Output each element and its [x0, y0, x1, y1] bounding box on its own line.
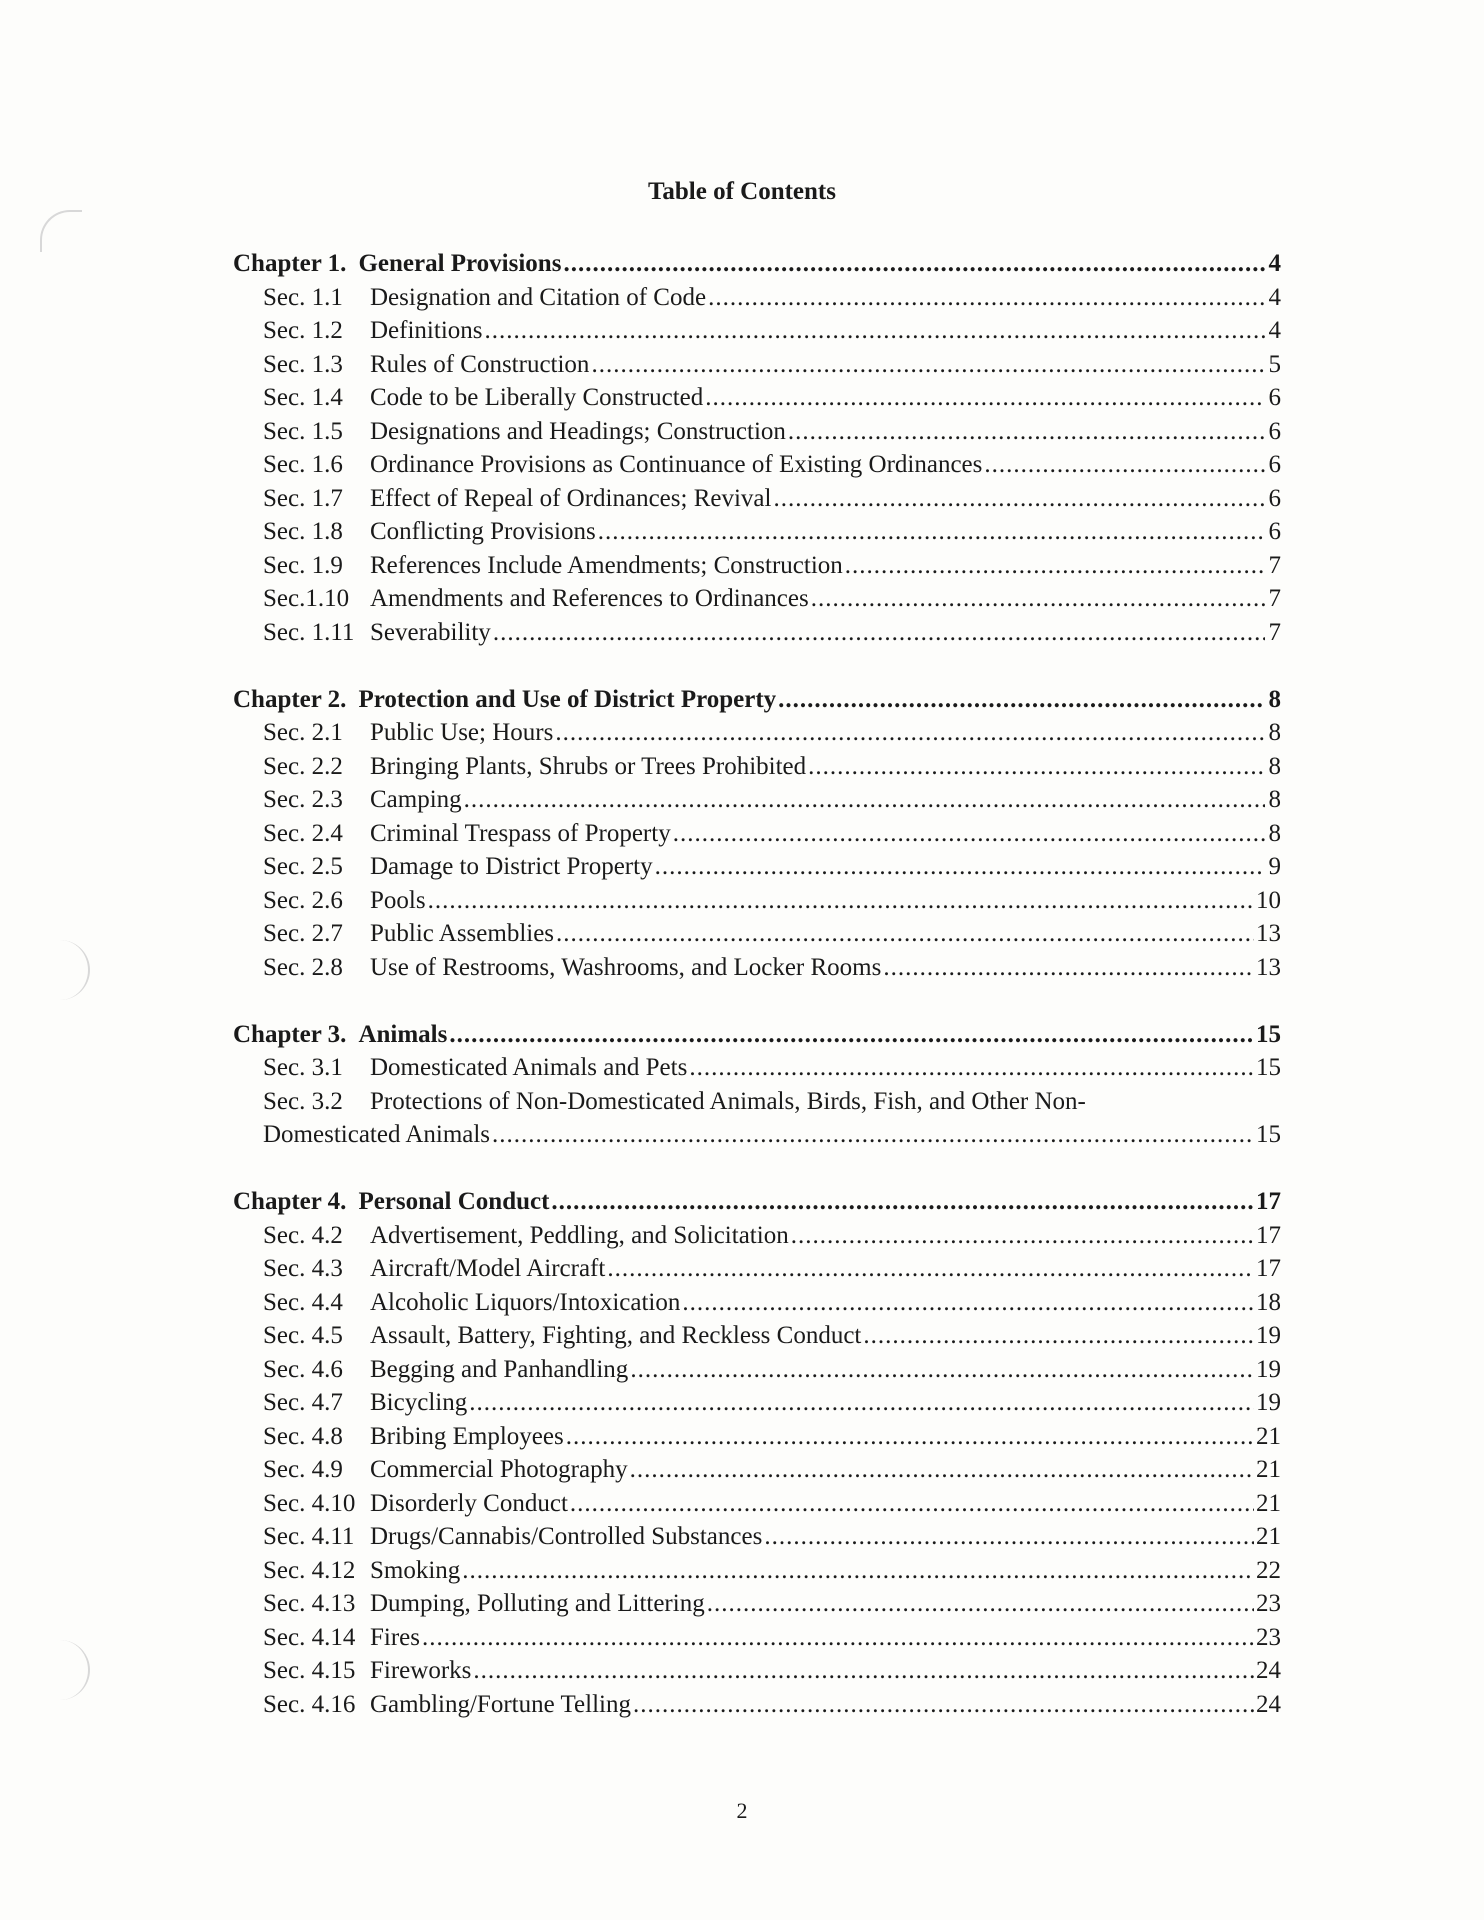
- toc-section-entry[interactable]: [233, 1487, 1281, 1521]
- toc-dot-leader: [570, 1487, 1254, 1521]
- toc-entry-number: Sec. 3.2: [263, 1087, 343, 1115]
- toc-entry-page: 19: [1256, 1355, 1281, 1383]
- toc-entry-number: Sec. 1.3: [263, 350, 343, 378]
- toc-entry-page: 7: [1268, 551, 1281, 579]
- toc-entry-number: Sec. 2.5: [263, 853, 343, 880]
- toc-entry-page: 21: [1256, 1456, 1281, 1483]
- toc-section-entry[interactable]: [233, 1420, 1281, 1454]
- toc-section-entry[interactable]: [233, 1319, 1281, 1353]
- toc-section-entry[interactable]: [233, 1219, 1281, 1253]
- toc-entry-number: Sec. 1.8: [263, 518, 343, 545]
- toc-section-entry[interactable]: [233, 1286, 1281, 1320]
- toc-entry-title: Assault, Battery, Fighting, and Reckless Conduct: [370, 1322, 862, 1349]
- toc-entry-title: Public Use; Hours: [370, 719, 554, 746]
- toc-entry-page: 5: [1268, 350, 1281, 378]
- toc-spacer: [233, 1152, 1281, 1186]
- toc-dot-leader: [449, 1018, 1254, 1052]
- toc-section-entry[interactable]: [233, 917, 1281, 951]
- toc-section-entry[interactable]: [233, 1118, 1281, 1152]
- toc-entry-title: Bringing Plants, Shrubs or Trees Prohibited: [370, 752, 807, 780]
- toc-entry-title: Rules of Construction: [370, 350, 590, 378]
- toc-entry-title: Designations and Headings; Construction: [370, 417, 786, 445]
- toc-entry-title: Bribing Employees: [370, 1422, 564, 1450]
- toc-entry-title: Smoking: [370, 1556, 461, 1584]
- toc-entry-page: 6: [1268, 518, 1281, 545]
- toc-entry-page: 9: [1268, 853, 1281, 880]
- toc-dot-leader: [707, 1587, 1254, 1621]
- binder-hole-mark: [48, 940, 90, 1000]
- toc-entry-title: Amendments and References to Ordinances: [370, 585, 809, 612]
- toc-section-entry[interactable]: [233, 1051, 1281, 1085]
- toc-entry-page: 17: [1256, 1188, 1281, 1215]
- toc-entry-page: 7: [1268, 618, 1281, 646]
- toc-entry-title: Public Assemblies: [370, 920, 555, 947]
- toc-section-entry[interactable]: [233, 850, 1281, 884]
- toc-entry-number: Sec. 4.13: [263, 1590, 356, 1617]
- toc-section-entry[interactable]: [233, 1621, 1281, 1655]
- toc-entry-page: 24: [1256, 1657, 1281, 1684]
- toc-entry-number: Sec.1.10: [263, 585, 350, 612]
- toc-entry-number: Sec. 2.4: [263, 819, 343, 847]
- toc-entry-title: General Provisions: [358, 250, 562, 277]
- toc-entry-title: Camping: [370, 786, 462, 813]
- toc-dot-leader: [633, 1688, 1254, 1722]
- toc-entry-page: 8: [1268, 685, 1281, 713]
- toc-dot-leader: [984, 448, 1265, 482]
- toc-entry-number: Chapter 1.: [233, 250, 347, 277]
- toc-dot-leader: [462, 1554, 1254, 1588]
- toc-entry-title: Conflicting Provisions: [370, 518, 596, 545]
- toc-entry-page: 4: [1268, 250, 1281, 277]
- toc-entry-title: Ordinance Provisions as Continuance of Existing Ordinances: [370, 451, 983, 478]
- toc-entry-number: Sec. 1.6: [263, 451, 343, 478]
- toc-entry-title: Domesticated Animals: [263, 1121, 491, 1148]
- toc-entry-title: Criminal Trespass of Property: [370, 819, 671, 847]
- toc-entry-title: Effect of Repeal of Ordinances; Revival: [370, 484, 772, 512]
- toc-dot-leader: [808, 750, 1265, 784]
- toc-entry-title: Severability: [370, 618, 491, 646]
- toc-entry-number: Sec. 4.7: [263, 1389, 343, 1416]
- binder-hole-mark: [48, 1640, 90, 1700]
- toc-entry-page: 19: [1256, 1389, 1281, 1416]
- toc-entry-page: 21: [1256, 1489, 1281, 1517]
- toc-section-entry[interactable]: [233, 1654, 1281, 1688]
- toc-dot-leader: [551, 1185, 1254, 1219]
- toc-dot-leader: [566, 1420, 1254, 1454]
- toc-section-entry[interactable]: [233, 1554, 1281, 1588]
- toc-entry-page: 17: [1256, 1221, 1281, 1249]
- toc-dot-leader: [598, 515, 1265, 549]
- toc-dot-leader: [555, 716, 1265, 750]
- table-of-contents: [233, 247, 1281, 1721]
- toc-entry-number: Sec. 1.7: [263, 484, 343, 512]
- toc-entry-page: 23: [1256, 1623, 1281, 1651]
- toc-entry-title: Use of Restrooms, Washrooms, and Locker Rooms: [370, 953, 882, 981]
- toc-dot-leader: [883, 951, 1254, 985]
- toc-dot-leader: [705, 381, 1265, 415]
- toc-section-entry[interactable]: [233, 884, 1281, 918]
- toc-section-entry[interactable]: [233, 448, 1281, 482]
- toc-section-entry[interactable]: [233, 1252, 1281, 1286]
- toc-dot-leader: [791, 1219, 1254, 1253]
- toc-section-entry[interactable]: [233, 716, 1281, 750]
- toc-entry-title: Disorderly Conduct: [370, 1489, 568, 1517]
- page-title: Table of Contents: [648, 178, 836, 205]
- toc-entry-title: Designation and Citation of Code: [370, 283, 707, 311]
- toc-section-entry[interactable]: [233, 1386, 1281, 1420]
- toc-entry-number: Sec. 2.8: [263, 953, 343, 981]
- toc-dot-leader: [764, 1520, 1254, 1554]
- toc-dot-leader: [428, 884, 1254, 918]
- toc-section-entry[interactable]: [233, 951, 1281, 985]
- toc-dot-leader: [689, 1051, 1254, 1085]
- toc-entry-number: Sec. 2.1: [263, 719, 343, 746]
- toc-dot-leader: [469, 1386, 1254, 1420]
- toc-entry-page: 6: [1268, 417, 1281, 445]
- toc-entry-title: Animals: [358, 1020, 448, 1048]
- toc-section-entry[interactable]: [233, 582, 1281, 616]
- toc-dot-leader: [708, 281, 1265, 315]
- toc-entry-title: Dumping, Polluting and Littering: [370, 1590, 705, 1617]
- toc-entry-number: Chapter 2.: [233, 685, 347, 713]
- toc-entry-title: Fireworks: [370, 1657, 472, 1684]
- toc-entry-number: Sec. 2.2: [263, 752, 343, 780]
- toc-entry-title: Damage to District Property: [370, 853, 653, 880]
- toc-dot-leader: [556, 917, 1254, 951]
- toc-entry-title: Pools: [370, 886, 426, 914]
- toc-entry-page: 8: [1268, 786, 1281, 813]
- toc-section-entry[interactable]: [233, 1587, 1281, 1621]
- toc-entry-page: 23: [1256, 1590, 1281, 1617]
- toc-entry-number: Chapter 4.: [233, 1188, 347, 1215]
- toc-entry-number: Sec. 4.9: [263, 1456, 343, 1483]
- toc-section-entry[interactable]: [233, 1085, 1281, 1119]
- toc-entry-number: Sec. 4.8: [263, 1422, 343, 1450]
- toc-entry-number: Sec. 1.5: [263, 417, 343, 445]
- toc-entry-page: 22: [1256, 1556, 1281, 1584]
- toc-entry-number: Sec. 1.4: [263, 384, 343, 411]
- toc-dot-leader: [773, 482, 1265, 516]
- toc-dot-leader: [778, 683, 1265, 717]
- toc-entry-page: 4: [1268, 317, 1281, 344]
- toc-entry-title: Aircraft/Model Aircraft: [370, 1255, 606, 1282]
- binder-hole-mark: [40, 210, 82, 252]
- toc-entry-title: Fires: [370, 1623, 420, 1651]
- toc-dot-leader: [845, 549, 1265, 583]
- toc-entry-title: Gambling/Fortune Telling: [370, 1690, 631, 1718]
- toc-section-entry[interactable]: [233, 348, 1281, 382]
- toc-entry-title: Advertisement, Peddling, and Solicitation: [370, 1221, 789, 1249]
- toc-section-entry[interactable]: [233, 381, 1281, 415]
- toc-entry-number: Sec. 4.6: [263, 1355, 343, 1383]
- toc-entry-number: Sec. 2.7: [263, 920, 343, 947]
- toc-entry-number: Sec. 1.9: [263, 551, 343, 579]
- toc-spacer: [233, 649, 1281, 683]
- toc-section-entry[interactable]: [233, 616, 1281, 650]
- toc-dot-leader: [473, 1654, 1254, 1688]
- toc-entry-page: 4: [1268, 283, 1281, 311]
- toc-entry-title: Personal Conduct: [358, 1188, 550, 1215]
- toc-entry-page: 15: [1256, 1020, 1281, 1048]
- page-number: 2: [736, 1798, 748, 1823]
- toc-dot-leader: [630, 1353, 1254, 1387]
- toc-entry-number: Sec. 4.2: [263, 1221, 343, 1249]
- toc-dot-leader: [422, 1621, 1254, 1655]
- toc-entry-title: Bicycling: [370, 1389, 468, 1416]
- toc-entry-number: Sec. 1.1: [263, 283, 343, 311]
- toc-entry-page: 8: [1268, 752, 1281, 780]
- toc-entry-title: Protections of Non-Domesticated Animals, Birds, Fish, and Other Non-: [370, 1087, 1086, 1115]
- toc-entry-title: Domesticated Animals and Pets: [370, 1054, 688, 1081]
- toc-section-entry[interactable]: [233, 549, 1281, 583]
- toc-section-entry[interactable]: [233, 1688, 1281, 1722]
- toc-section-entry[interactable]: [233, 1520, 1281, 1554]
- toc-entry-title: Code to be Liberally Constructed: [370, 384, 704, 411]
- toc-section-entry[interactable]: [233, 515, 1281, 549]
- toc-dot-leader: [788, 415, 1265, 449]
- toc-chapter-entry[interactable]: [233, 247, 1281, 281]
- toc-entry-number: Sec. 1.2: [263, 317, 343, 344]
- toc-entry-number: Sec. 4.15: [263, 1657, 356, 1684]
- toc-entry-number: Chapter 3.: [233, 1020, 347, 1048]
- toc-chapter-entry[interactable]: [233, 1185, 1281, 1219]
- toc-dot-leader: [655, 850, 1265, 884]
- toc-dot-leader: [811, 582, 1265, 616]
- toc-entry-page: 15: [1256, 1054, 1281, 1081]
- toc-entry-number: Sec. 4.4: [263, 1288, 343, 1316]
- toc-entry-number: Sec. 4.10: [263, 1489, 356, 1517]
- toc-entry-page: 21: [1256, 1523, 1281, 1550]
- toc-section-entry[interactable]: [233, 482, 1281, 516]
- toc-entry-page: 6: [1268, 451, 1281, 478]
- toc-entry-page: 8: [1268, 819, 1281, 847]
- toc-entry-number: Sec. 4.12: [263, 1556, 356, 1584]
- toc-entry-number: Sec. 1.11: [263, 618, 355, 646]
- toc-chapter-entry[interactable]: [233, 1018, 1281, 1052]
- toc-entry-page: 6: [1268, 484, 1281, 512]
- toc-section-entry[interactable]: [233, 314, 1281, 348]
- toc-entry-page: 19: [1256, 1322, 1281, 1349]
- toc-entry-title: Alcoholic Liquors/Intoxication: [370, 1288, 681, 1316]
- toc-dot-leader: [682, 1286, 1254, 1320]
- toc-dot-leader: [493, 616, 1265, 650]
- toc-entry-title: Protection and Use of District Property: [358, 685, 777, 713]
- toc-chapter-entry[interactable]: [233, 683, 1281, 717]
- toc-entry-number: Sec. 4.3: [263, 1255, 343, 1282]
- toc-dot-leader: [607, 1252, 1254, 1286]
- toc-section-entry[interactable]: [233, 1353, 1281, 1387]
- toc-entry-page: 7: [1268, 585, 1281, 612]
- toc-spacer: [233, 984, 1281, 1018]
- toc-entry-title: Commercial Photography: [370, 1456, 628, 1483]
- toc-entry-page: 15: [1256, 1121, 1281, 1148]
- toc-entry-page: 18: [1256, 1288, 1281, 1316]
- toc-entry-number: Sec. 3.1: [263, 1054, 343, 1081]
- toc-entry-title: References Include Amendments; Construction: [370, 551, 843, 579]
- toc-dot-leader: [485, 314, 1266, 348]
- toc-entry-page: 10: [1256, 886, 1281, 914]
- toc-entry-number: Sec. 2.6: [263, 886, 343, 914]
- toc-entry-page: 13: [1256, 953, 1281, 981]
- toc-entry-number: Sec. 4.14: [263, 1623, 356, 1651]
- toc-dot-leader: [591, 348, 1265, 382]
- toc-entry-page: 8: [1268, 719, 1281, 746]
- toc-entry-number: Sec. 4.11: [263, 1523, 355, 1550]
- toc-section-entry[interactable]: [233, 783, 1281, 817]
- toc-dot-leader: [492, 1118, 1254, 1152]
- toc-entry-title: Definitions: [370, 317, 483, 344]
- toc-section-entry[interactable]: [233, 817, 1281, 851]
- toc-entry-number: Sec. 4.5: [263, 1322, 343, 1349]
- toc-dot-leader: [863, 1319, 1254, 1353]
- toc-entry-title: Begging and Panhandling: [370, 1355, 629, 1383]
- toc-section-entry[interactable]: [233, 750, 1281, 784]
- toc-section-entry[interactable]: [233, 415, 1281, 449]
- toc-entry-page: 21: [1256, 1422, 1281, 1450]
- toc-entry-number: Sec. 2.3: [263, 786, 343, 813]
- toc-section-entry[interactable]: [233, 1453, 1281, 1487]
- toc-dot-leader: [630, 1453, 1254, 1487]
- toc-entry-title: Drugs/Cannabis/Controlled Substances: [370, 1523, 763, 1550]
- toc-dot-leader: [673, 817, 1265, 851]
- toc-entry-page: 13: [1256, 920, 1281, 947]
- toc-section-entry[interactable]: [233, 281, 1281, 315]
- toc-entry-page: 17: [1256, 1255, 1281, 1282]
- toc-entry-page: 24: [1256, 1690, 1281, 1718]
- toc-dot-leader: [464, 783, 1265, 817]
- toc-dot-leader: [563, 247, 1265, 281]
- toc-entry-page: 6: [1268, 384, 1281, 411]
- toc-entry-number: Sec. 4.16: [263, 1690, 356, 1718]
